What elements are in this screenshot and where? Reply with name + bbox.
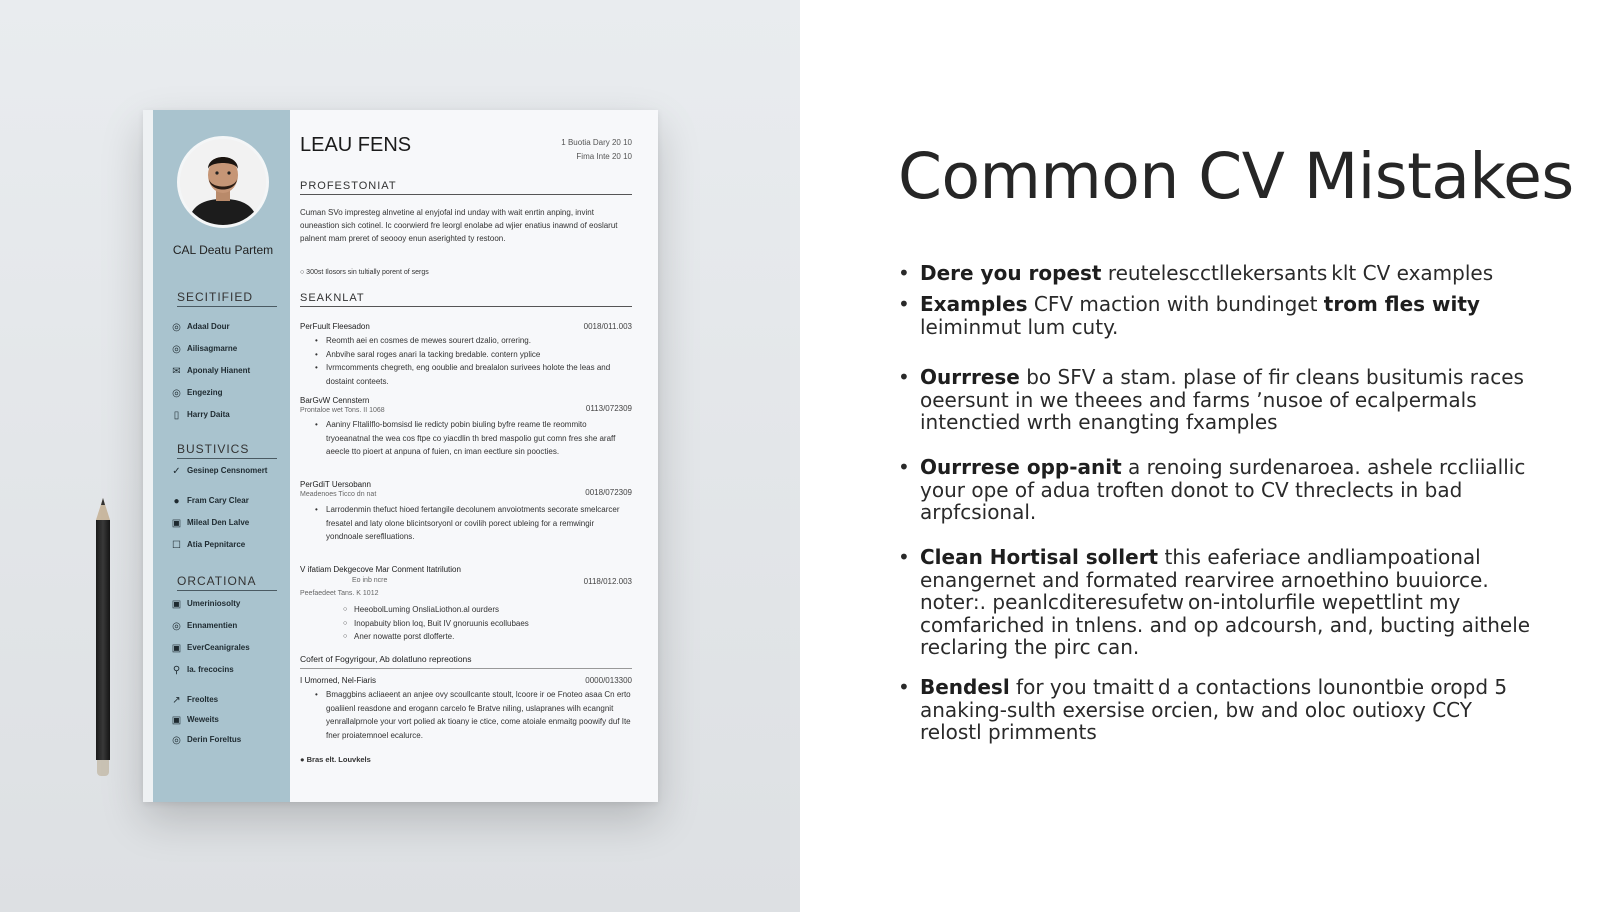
job-subtitle: Eo inb ncre [352, 577, 388, 584]
job-bullets [343, 603, 631, 644]
contact-icon: ◎ [172, 388, 181, 399]
list-item: • Larrodenmin thefuct hioed fertangile decolunem anvoiotments secorate smelcarcer fresatel and laty olone blicintsoryonl or covilih porect ubleing for a remwingir yondnoale sereflluations. [315, 503, 631, 544]
list-item: • Dere you ropest reutelescctllekersants klt CV examples [898, 261, 1494, 285]
bullet-icon: • [898, 365, 910, 389]
list-item: • Ivrmcomments chegreth, eng ooublie and brealalon surivees holote the leas and dostaint conteets. [315, 361, 631, 388]
resume-person-name: CAL Deatu Partem [172, 243, 274, 257]
resume-footer-note: ● Bras elt. Louvkels [300, 755, 371, 764]
list-item: • Clean Hortisal sollert this eaferiace andliampoational enangernet and formated rearviree arnoethino buuiorce. noter:. peanlcditeresufetw on-intolurfile wepettlint my comfariched in tnlens. and op adcoursh, and, bucting aithele reclaring the pirc can. [898, 545, 1531, 659]
divider [300, 668, 632, 669]
job-bullets [315, 334, 631, 388]
job-subtitle: Prontaloe wet Tons. II 1068 [300, 407, 385, 414]
person-icon: ● [173, 496, 180, 507]
sidebar-item: ⚲ Ia. frecocins [172, 665, 234, 676]
job-title: BarGvW Cennstern [300, 396, 370, 405]
sidebar-item: ◎ Adaal Dour [172, 322, 230, 333]
list-item: • Bmaggbins acliaeent an anjee ovy scoullcante stoult, lcoore ir oe Fnoteo asaa Cn erto goaliienl reasdone and erogann carcelo fe Bratve niling, uslapranes wilh ecangnit yenrallalprnole your vort polied ak tioany ie ctice, come atoiale enmaitg poowify duf Ite fner proiatemnoel ecalurce. [315, 688, 631, 742]
sidebar-item: ✉ Aponaly Hianent [172, 366, 251, 377]
list-item: • Reomth aei en cosmes de mewes sourert dzalio, orrering. [315, 334, 631, 348]
sidebar-heading-organizations: ORCATIONA [177, 574, 277, 591]
resume-main-column [297, 110, 637, 802]
sidebar-item: ◎ Ennamentien [172, 621, 238, 632]
job-title: I Umorned, Nel-Fiaris [300, 676, 377, 685]
resume-edge-strip [143, 110, 153, 802]
sidebar-item: ▣ Umeriniosolty [171, 599, 241, 610]
bullet-icon: • [898, 292, 910, 316]
sidebar-item: ◎ Derin Foreltus [172, 735, 242, 746]
resume-profile-note: ○ 300st Ilosors sin tultially porent of sergs [300, 269, 429, 276]
sidebar-item: ▣ Weweits [171, 715, 219, 726]
bullet-icon: • [898, 455, 910, 479]
resume-section-heading: Cofert of Fogyrigour, Ab dolatluno repreotions [300, 654, 472, 664]
resume-sidebar [153, 110, 290, 802]
job-date: 0118/012.003 [583, 577, 632, 586]
sidebar-heading-business: BUSTIVICS [177, 442, 277, 459]
list-item: ○ HeeobolLuming OnsliaLiothon.al ourders [343, 603, 631, 617]
job-subtitle: Peefaedeet Tans. K 1012 [300, 590, 379, 597]
grid-icon: ▣ [171, 715, 182, 726]
contact-icon: ◎ [172, 322, 181, 333]
job-bullets [315, 418, 631, 459]
location-icon: ⚲ [172, 665, 181, 676]
list-item: ○ Inopabuity blion loq, Buit IV gnoruunis ecollubaes [343, 617, 631, 631]
grid-icon: ▣ [171, 518, 182, 529]
resume-document [143, 110, 658, 802]
list-item: ○ Aner nowatte porst dlofferte. [343, 630, 631, 644]
resume-section-heading: SEAKNLAT [300, 292, 632, 307]
social-icon: ▣ [171, 643, 182, 654]
job-date: 0018/011.003 [583, 322, 632, 331]
avatar [177, 136, 269, 228]
sidebar-item: ▣ Mileal Den Lalve [171, 518, 250, 529]
job-date: 0018/072309 [585, 488, 632, 497]
bullet-icon: • [898, 545, 910, 569]
pencil-illustration [96, 498, 110, 780]
sidebar-item: ▣ EverCeanigrales [171, 643, 250, 654]
resume-profile-text: Cuman SVo impresteg alnvetine al enyjofal ind unday with wait enrtin anping, invint ouneastion sich cotinel. Ic coorwierd fre leorgl enolabe ad wjier enatius inawnd of eoslarut palnent mam preret of seoooy enun aserighted ty restoon. [300, 208, 618, 243]
sidebar-item: ◎ Engezing [172, 388, 223, 399]
checkbox-icon: ☐ [172, 540, 181, 551]
resume-section-heading: PROFESTONIAT [300, 180, 632, 195]
job-date: 0000/013300 [585, 676, 632, 685]
list-item: • Bendesl for you tmaitt d a contactions lounontbie oropd 5 anaking-sulth exersise orcien, bw and oloc outioxy CCY relostl primments [898, 675, 1508, 744]
check-icon: ✓ [172, 466, 181, 477]
social-icon: ▣ [171, 599, 182, 610]
link-icon: ◎ [172, 621, 181, 632]
sidebar-heading-certified: SECITIFIED [177, 290, 277, 307]
resume-date: 1 Buotia Dary 20 10 [561, 138, 632, 147]
sidebar-item: ☐ Atia Pepnitarce [172, 540, 246, 551]
job-title: PerFuult Fleesadon [300, 322, 370, 331]
list-item: • Examples CFV maction with bundinget trom fles wity leiminmut lum cuty. [898, 292, 1480, 339]
sidebar-item: ✓ Gesinep Censnomert [172, 466, 268, 477]
globe-icon: ◎ [172, 735, 181, 746]
sidebar-item: ◎ Ailisagmarne [172, 344, 238, 355]
sidebar-item: ▯ Harry Daita [171, 410, 289, 421]
job-bullets [315, 503, 631, 544]
slide-title: Common CV Mistakes [898, 140, 1574, 213]
list-item: • Ourrrese opp-anit a renoing surdenaroea. ashele rccliiallic your ope of adua troften donot to CV threclects in bad arpfcsional. [898, 455, 1526, 524]
sidebar-item: ● Fram Cary Clear [171, 496, 289, 507]
bullet-icon: • [898, 261, 910, 285]
list-item: • Anbvihe saral roges anari Ia tacking bredable. contern yplice [315, 348, 631, 362]
job-title: V ifatiam Dekgecove Mar Conment Itatrilution [300, 565, 461, 574]
mail-icon: ✉ [172, 366, 181, 377]
job-date: 0113/072309 [585, 404, 632, 413]
document-icon: ▯ [173, 410, 180, 421]
list-item: • Ourrrese bo SFV a stam. plase of fir cleans busitumis races oeersunt in we theees and farms ʼnusoe of ecalpermals intenctied wrth enangting fxamples [898, 365, 1524, 434]
trend-icon: ↗ [172, 695, 181, 706]
job-bullets [315, 688, 631, 742]
resume-title: LEAU FENS [300, 134, 412, 156]
job-title: PerGdiT Uersobann [300, 480, 371, 489]
bullet-icon: • [898, 675, 910, 699]
job-subtitle: Meadenoes Ticco dn nat [300, 491, 377, 498]
list-item: • Aaniny Fltalilflo-bomsisd lie redicty pobin biuling byfre reame tle reommito tryoeanatnal the wea cos ftpe co yiacdlin th bred maspolio gut comn fres she araff aeecle tto pioert at anpuna of fuien, cn iman eectlure sin poocties. [315, 418, 631, 459]
contact-icon: ◎ [172, 344, 181, 355]
resume-date: Fima Inte 20 10 [576, 152, 632, 161]
sidebar-item: ↗ Freoltes [172, 695, 219, 706]
